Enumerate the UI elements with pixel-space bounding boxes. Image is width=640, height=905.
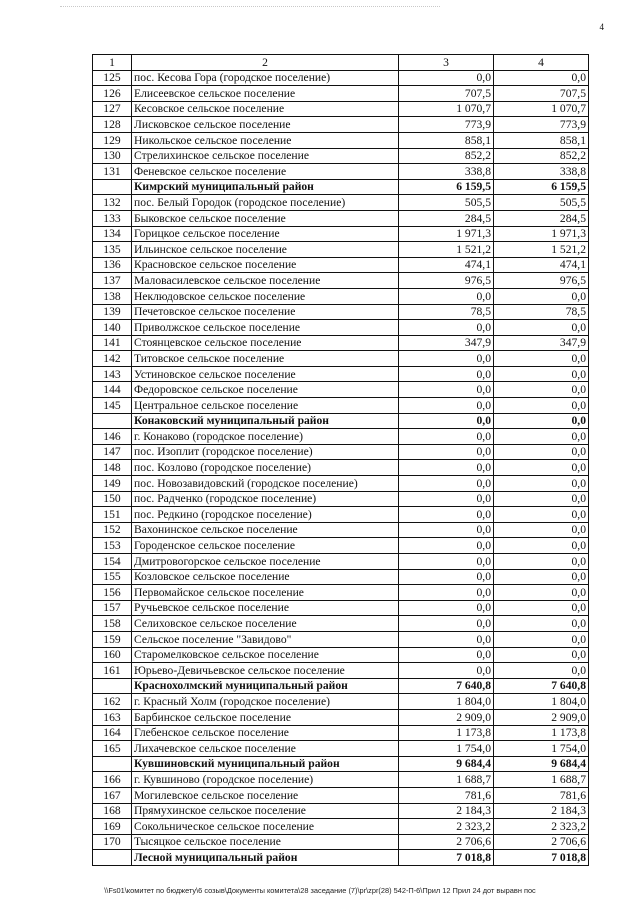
row-number-cell: [93, 678, 132, 694]
settlement-name-cell: Ильинское сельское поселение: [132, 242, 399, 258]
settlement-name-cell: пос. Редкино (городское поселение): [132, 507, 399, 523]
column-4-value-cell: 0,0: [494, 538, 589, 554]
column-3-value-cell: 2 323,2: [399, 819, 494, 835]
settlement-name-cell: Первомайское сельское поселение: [132, 585, 399, 601]
row-number-cell: 129: [93, 132, 132, 148]
district-total-row: [93, 850, 589, 866]
row-number-cell: 162: [93, 694, 132, 710]
table-row: [93, 787, 589, 803]
row-number-cell: 161: [93, 663, 132, 679]
column-4-value-cell: 0,0: [494, 444, 589, 460]
column-4-value-cell: 2 909,0: [494, 709, 589, 725]
table-row: [93, 288, 589, 304]
settlement-name-cell: Юрьево-Девичьевское сельское поселение: [132, 663, 399, 679]
settlement-name-cell: Красновское сельское поселение: [132, 257, 399, 273]
row-number-cell: 152: [93, 522, 132, 538]
settlement-name-cell: Сокольническое сельское поселение: [132, 819, 399, 835]
column-3-value-cell: 0,0: [399, 351, 494, 367]
column-header: 1: [93, 55, 132, 71]
column-3-value-cell: 0,0: [399, 320, 494, 336]
column-4-value-cell: 338,8: [494, 164, 589, 180]
column-4-value-cell: 9 684,4: [494, 756, 589, 772]
column-4-value-cell: 858,1: [494, 132, 589, 148]
row-number-cell: 135: [93, 242, 132, 258]
district-total-row: [93, 413, 589, 429]
column-4-value-cell: 284,5: [494, 210, 589, 226]
row-number-cell: 148: [93, 460, 132, 476]
row-number-cell: 167: [93, 787, 132, 803]
column-4-value-cell: 505,5: [494, 195, 589, 211]
column-4-value-cell: 773,9: [494, 117, 589, 133]
column-4-value-cell: 0,0: [494, 631, 589, 647]
table-row: [93, 819, 589, 835]
table-row: [93, 382, 589, 398]
row-number-cell: 153: [93, 538, 132, 554]
column-4-value-cell: 7 640,8: [494, 678, 589, 694]
column-4-value-cell: 781,6: [494, 787, 589, 803]
settlement-name-cell: Селиховское сельское поселение: [132, 616, 399, 632]
column-3-value-cell: 0,0: [399, 476, 494, 492]
column-4-value-cell: 0,0: [494, 288, 589, 304]
column-3-value-cell: 338,8: [399, 164, 494, 180]
column-4-value-cell: 1 804,0: [494, 694, 589, 710]
settlement-name-cell: Кувшиновский муниципальный район: [132, 756, 399, 772]
row-number-cell: 130: [93, 148, 132, 164]
table-row: [93, 242, 589, 258]
table-row: [93, 226, 589, 242]
table-row: [93, 351, 589, 367]
column-4-value-cell: 1 070,7: [494, 101, 589, 117]
settlement-name-cell: Глебенское сельское поселение: [132, 725, 399, 741]
column-4-value-cell: 0,0: [494, 476, 589, 492]
row-number-cell: 131: [93, 164, 132, 180]
settlement-name-cell: Лесной муниципальный район: [132, 850, 399, 866]
row-number-cell: 157: [93, 600, 132, 616]
table-row: [93, 117, 589, 133]
row-number-cell: 144: [93, 382, 132, 398]
settlement-name-cell: Городенское сельское поселение: [132, 538, 399, 554]
column-3-value-cell: 0,0: [399, 522, 494, 538]
column-3-value-cell: 1 688,7: [399, 772, 494, 788]
column-4-value-cell: 6 159,5: [494, 179, 589, 195]
column-3-value-cell: 9 684,4: [399, 756, 494, 772]
row-number-cell: [93, 179, 132, 195]
row-number-cell: 142: [93, 351, 132, 367]
settlement-name-cell: Кесовское сельское поселение: [132, 101, 399, 117]
column-header: 2: [132, 55, 399, 71]
column-3-value-cell: 1 521,2: [399, 242, 494, 258]
row-number-cell: [93, 413, 132, 429]
column-3-value-cell: 284,5: [399, 210, 494, 226]
row-number-cell: 140: [93, 320, 132, 336]
row-number-cell: 169: [93, 819, 132, 835]
table-row: [93, 257, 589, 273]
column-3-value-cell: 773,9: [399, 117, 494, 133]
column-3-value-cell: 858,1: [399, 132, 494, 148]
table-row: [93, 585, 589, 601]
table-row: [93, 70, 589, 86]
column-header: 4: [494, 55, 589, 71]
column-3-value-cell: 0,0: [399, 507, 494, 523]
table-row: [93, 148, 589, 164]
row-number-cell: 158: [93, 616, 132, 632]
column-3-value-cell: 976,5: [399, 273, 494, 289]
column-4-value-cell: 0,0: [494, 491, 589, 507]
district-total-row: [93, 179, 589, 195]
table-row: [93, 476, 589, 492]
settlement-name-cell: Сельское поселение "Завидово": [132, 631, 399, 647]
table-row: [93, 507, 589, 523]
row-number-cell: 127: [93, 101, 132, 117]
column-4-value-cell: 0,0: [494, 366, 589, 382]
column-3-value-cell: 0,0: [399, 585, 494, 601]
settlement-name-cell: г. Красный Холм (городское поселение): [132, 694, 399, 710]
settlement-name-cell: Кимрский муниципальный район: [132, 179, 399, 195]
row-number-cell: 137: [93, 273, 132, 289]
row-number-cell: 150: [93, 491, 132, 507]
column-3-value-cell: 0,0: [399, 366, 494, 382]
table-row: [93, 320, 589, 336]
settlement-name-cell: Неклюдовское сельское поселение: [132, 288, 399, 304]
column-4-value-cell: 0,0: [494, 351, 589, 367]
column-4-value-cell: 0,0: [494, 600, 589, 616]
file-path-footer: \\Fs01\комитет по бюджету\6 созыв\Документы комитета\28 заседание (7)\pr\zpr(28) 542-П-6\Прил 12 Прил 24 дот выравн пос: [104, 886, 536, 895]
column-3-value-cell: 2 706,6: [399, 834, 494, 850]
column-3-value-cell: 0,0: [399, 647, 494, 663]
column-4-value-cell: 0,0: [494, 647, 589, 663]
row-number-cell: 145: [93, 398, 132, 414]
column-3-value-cell: 1 971,3: [399, 226, 494, 242]
table-row: [93, 569, 589, 585]
row-number-cell: [93, 850, 132, 866]
row-number-cell: 151: [93, 507, 132, 523]
table-row: [93, 631, 589, 647]
row-number-cell: 165: [93, 741, 132, 757]
column-4-value-cell: 0,0: [494, 585, 589, 601]
settlement-name-cell: Лихачевское сельское поселение: [132, 741, 399, 757]
table-row: [93, 273, 589, 289]
column-4-value-cell: 0,0: [494, 554, 589, 570]
row-number-cell: 132: [93, 195, 132, 211]
table-row: [93, 803, 589, 819]
column-4-value-cell: 1 173,8: [494, 725, 589, 741]
table-row: [93, 210, 589, 226]
column-3-value-cell: 781,6: [399, 787, 494, 803]
column-3-value-cell: 852,2: [399, 148, 494, 164]
settlement-name-cell: Маловасилевское сельское поселение: [132, 273, 399, 289]
settlement-name-cell: Ручьевское сельское поселение: [132, 600, 399, 616]
row-number-cell: 128: [93, 117, 132, 133]
settlement-name-cell: Приволжское сельское поселение: [132, 320, 399, 336]
table-row: [93, 772, 589, 788]
column-3-value-cell: 0,0: [399, 429, 494, 445]
column-4-value-cell: 707,5: [494, 86, 589, 102]
settlement-name-cell: Центральное сельское поселение: [132, 398, 399, 414]
row-number-cell: 159: [93, 631, 132, 647]
table-row: [93, 709, 589, 725]
settlement-name-cell: Быковское сельское поселение: [132, 210, 399, 226]
settlement-name-cell: Стрелихинское сельское поселение: [132, 148, 399, 164]
column-4-value-cell: 7 018,8: [494, 850, 589, 866]
column-3-value-cell: 0,0: [399, 491, 494, 507]
column-3-value-cell: 2 909,0: [399, 709, 494, 725]
column-4-value-cell: 347,9: [494, 335, 589, 351]
column-3-value-cell: 1 804,0: [399, 694, 494, 710]
row-number-cell: 141: [93, 335, 132, 351]
column-4-value-cell: 0,0: [494, 507, 589, 523]
settlement-name-cell: Краснохолмский муниципальный район: [132, 678, 399, 694]
row-number-cell: 156: [93, 585, 132, 601]
table-row: [93, 491, 589, 507]
budget-table: [92, 54, 589, 866]
table-row: [93, 538, 589, 554]
table-row: [93, 444, 589, 460]
column-3-value-cell: 505,5: [399, 195, 494, 211]
row-number-cell: 126: [93, 86, 132, 102]
table-row: [93, 554, 589, 570]
table-row: [93, 616, 589, 632]
column-3-value-cell: 0,0: [399, 460, 494, 476]
settlement-name-cell: пос. Изоплит (городское поселение): [132, 444, 399, 460]
column-3-value-cell: 1 173,8: [399, 725, 494, 741]
table-header-row: [93, 55, 589, 71]
table-row: [93, 101, 589, 117]
settlement-name-cell: Барбинское сельское поселение: [132, 709, 399, 725]
settlement-name-cell: Федоровское сельское поселение: [132, 382, 399, 398]
row-number-cell: 147: [93, 444, 132, 460]
row-number-cell: 163: [93, 709, 132, 725]
column-3-value-cell: 78,5: [399, 304, 494, 320]
settlement-name-cell: Елисеевское сельское поселение: [132, 86, 399, 102]
column-3-value-cell: 0,0: [399, 631, 494, 647]
table-row: [93, 460, 589, 476]
row-number-cell: 134: [93, 226, 132, 242]
row-number-cell: 143: [93, 366, 132, 382]
column-3-value-cell: 0,0: [399, 398, 494, 414]
row-number-cell: 155: [93, 569, 132, 585]
row-number-cell: 139: [93, 304, 132, 320]
row-number-cell: 166: [93, 772, 132, 788]
column-3-value-cell: 347,9: [399, 335, 494, 351]
column-4-value-cell: 0,0: [494, 616, 589, 632]
table-row: [93, 694, 589, 710]
column-3-value-cell: 0,0: [399, 554, 494, 570]
settlement-name-cell: пос. Белый Городок (городское поселение): [132, 195, 399, 211]
column-header: 3: [399, 55, 494, 71]
column-3-value-cell: 1 754,0: [399, 741, 494, 757]
column-4-value-cell: 2 706,6: [494, 834, 589, 850]
settlement-name-cell: Тысяцкое сельское поселение: [132, 834, 399, 850]
row-number-cell: 133: [93, 210, 132, 226]
settlement-name-cell: пос. Новозавидовский (городское поселение): [132, 476, 399, 492]
table-row: [93, 725, 589, 741]
column-4-value-cell: 0,0: [494, 569, 589, 585]
row-number-cell: 160: [93, 647, 132, 663]
settlement-name-cell: Титовское сельское поселение: [132, 351, 399, 367]
table-row: [93, 195, 589, 211]
settlement-name-cell: г. Конаково (городское поселение): [132, 429, 399, 445]
column-3-value-cell: 0,0: [399, 382, 494, 398]
column-3-value-cell: 2 184,3: [399, 803, 494, 819]
table-row: [93, 429, 589, 445]
table-row: [93, 366, 589, 382]
column-4-value-cell: 0,0: [494, 398, 589, 414]
settlement-name-cell: Никольское сельское поселение: [132, 132, 399, 148]
column-4-value-cell: 78,5: [494, 304, 589, 320]
column-3-value-cell: 1 070,7: [399, 101, 494, 117]
column-4-value-cell: 0,0: [494, 70, 589, 86]
row-number-cell: 146: [93, 429, 132, 445]
row-number-cell: 136: [93, 257, 132, 273]
table-row: [93, 647, 589, 663]
table-row: [93, 834, 589, 850]
column-3-value-cell: 0,0: [399, 288, 494, 304]
table-row: [93, 132, 589, 148]
column-4-value-cell: 0,0: [494, 522, 589, 538]
column-3-value-cell: 0,0: [399, 538, 494, 554]
column-3-value-cell: 0,0: [399, 569, 494, 585]
column-4-value-cell: 0,0: [494, 413, 589, 429]
column-3-value-cell: 7 640,8: [399, 678, 494, 694]
settlement-name-cell: г. Кувшиново (городское поселение): [132, 772, 399, 788]
settlement-name-cell: Вахонинское сельское поселение: [132, 522, 399, 538]
settlement-name-cell: Горицкое сельское поселение: [132, 226, 399, 242]
settlement-name-cell: Козловское сельское поселение: [132, 569, 399, 585]
column-3-value-cell: 6 159,5: [399, 179, 494, 195]
column-3-value-cell: 0,0: [399, 600, 494, 616]
settlement-name-cell: Лисковское сельское поселение: [132, 117, 399, 133]
row-number-cell: 154: [93, 554, 132, 570]
settlement-name-cell: Конаковский муниципальный район: [132, 413, 399, 429]
row-number-cell: [93, 756, 132, 772]
column-3-value-cell: 0,0: [399, 663, 494, 679]
column-3-value-cell: 707,5: [399, 86, 494, 102]
column-3-value-cell: 0,0: [399, 413, 494, 429]
table-row: [93, 522, 589, 538]
column-4-value-cell: 0,0: [494, 320, 589, 336]
district-total-row: [93, 678, 589, 694]
row-number-cell: 125: [93, 70, 132, 86]
table-row: [93, 304, 589, 320]
settlement-name-cell: Стоянцевское сельское поселение: [132, 335, 399, 351]
settlement-name-cell: пос. Радченко (городское поселение): [132, 491, 399, 507]
settlement-name-cell: Могилевское сельское поселение: [132, 787, 399, 803]
table-row: [93, 663, 589, 679]
page-number: 4: [599, 22, 604, 32]
row-number-cell: 138: [93, 288, 132, 304]
row-number-cell: 164: [93, 725, 132, 741]
column-3-value-cell: 7 018,8: [399, 850, 494, 866]
row-number-cell: 168: [93, 803, 132, 819]
column-3-value-cell: 474,1: [399, 257, 494, 273]
column-4-value-cell: 2 323,2: [494, 819, 589, 835]
row-number-cell: 170: [93, 834, 132, 850]
settlement-name-cell: пос. Кесова Гора (городское поселение): [132, 70, 399, 86]
column-4-value-cell: 0,0: [494, 663, 589, 679]
settlement-name-cell: пос. Козлово (городское поселение): [132, 460, 399, 476]
column-3-value-cell: 0,0: [399, 70, 494, 86]
table-row: [93, 600, 589, 616]
column-4-value-cell: 0,0: [494, 382, 589, 398]
column-3-value-cell: 0,0: [399, 444, 494, 460]
column-4-value-cell: 2 184,3: [494, 803, 589, 819]
column-4-value-cell: 852,2: [494, 148, 589, 164]
settlement-name-cell: Устиновское сельское поселение: [132, 366, 399, 382]
settlement-name-cell: Дмитровогорское сельское поселение: [132, 554, 399, 570]
column-4-value-cell: 1 521,2: [494, 242, 589, 258]
settlement-name-cell: Феневское сельское поселение: [132, 164, 399, 180]
table-row: [93, 741, 589, 757]
table-row: [93, 335, 589, 351]
column-4-value-cell: 1 754,0: [494, 741, 589, 757]
column-4-value-cell: 0,0: [494, 460, 589, 476]
table-row: [93, 86, 589, 102]
settlement-name-cell: Печетовское сельское поселение: [132, 304, 399, 320]
column-4-value-cell: 1 688,7: [494, 772, 589, 788]
table-row: [93, 398, 589, 414]
district-total-row: [93, 756, 589, 772]
column-4-value-cell: 0,0: [494, 429, 589, 445]
row-number-cell: 149: [93, 476, 132, 492]
column-3-value-cell: 0,0: [399, 616, 494, 632]
settlement-name-cell: Старомелковское сельское поселение: [132, 647, 399, 663]
column-4-value-cell: 1 971,3: [494, 226, 589, 242]
column-4-value-cell: 976,5: [494, 273, 589, 289]
scan-header-artifact: [60, 6, 440, 7]
table-row: [93, 164, 589, 180]
settlement-name-cell: Прямухинское сельское поселение: [132, 803, 399, 819]
column-4-value-cell: 474,1: [494, 257, 589, 273]
